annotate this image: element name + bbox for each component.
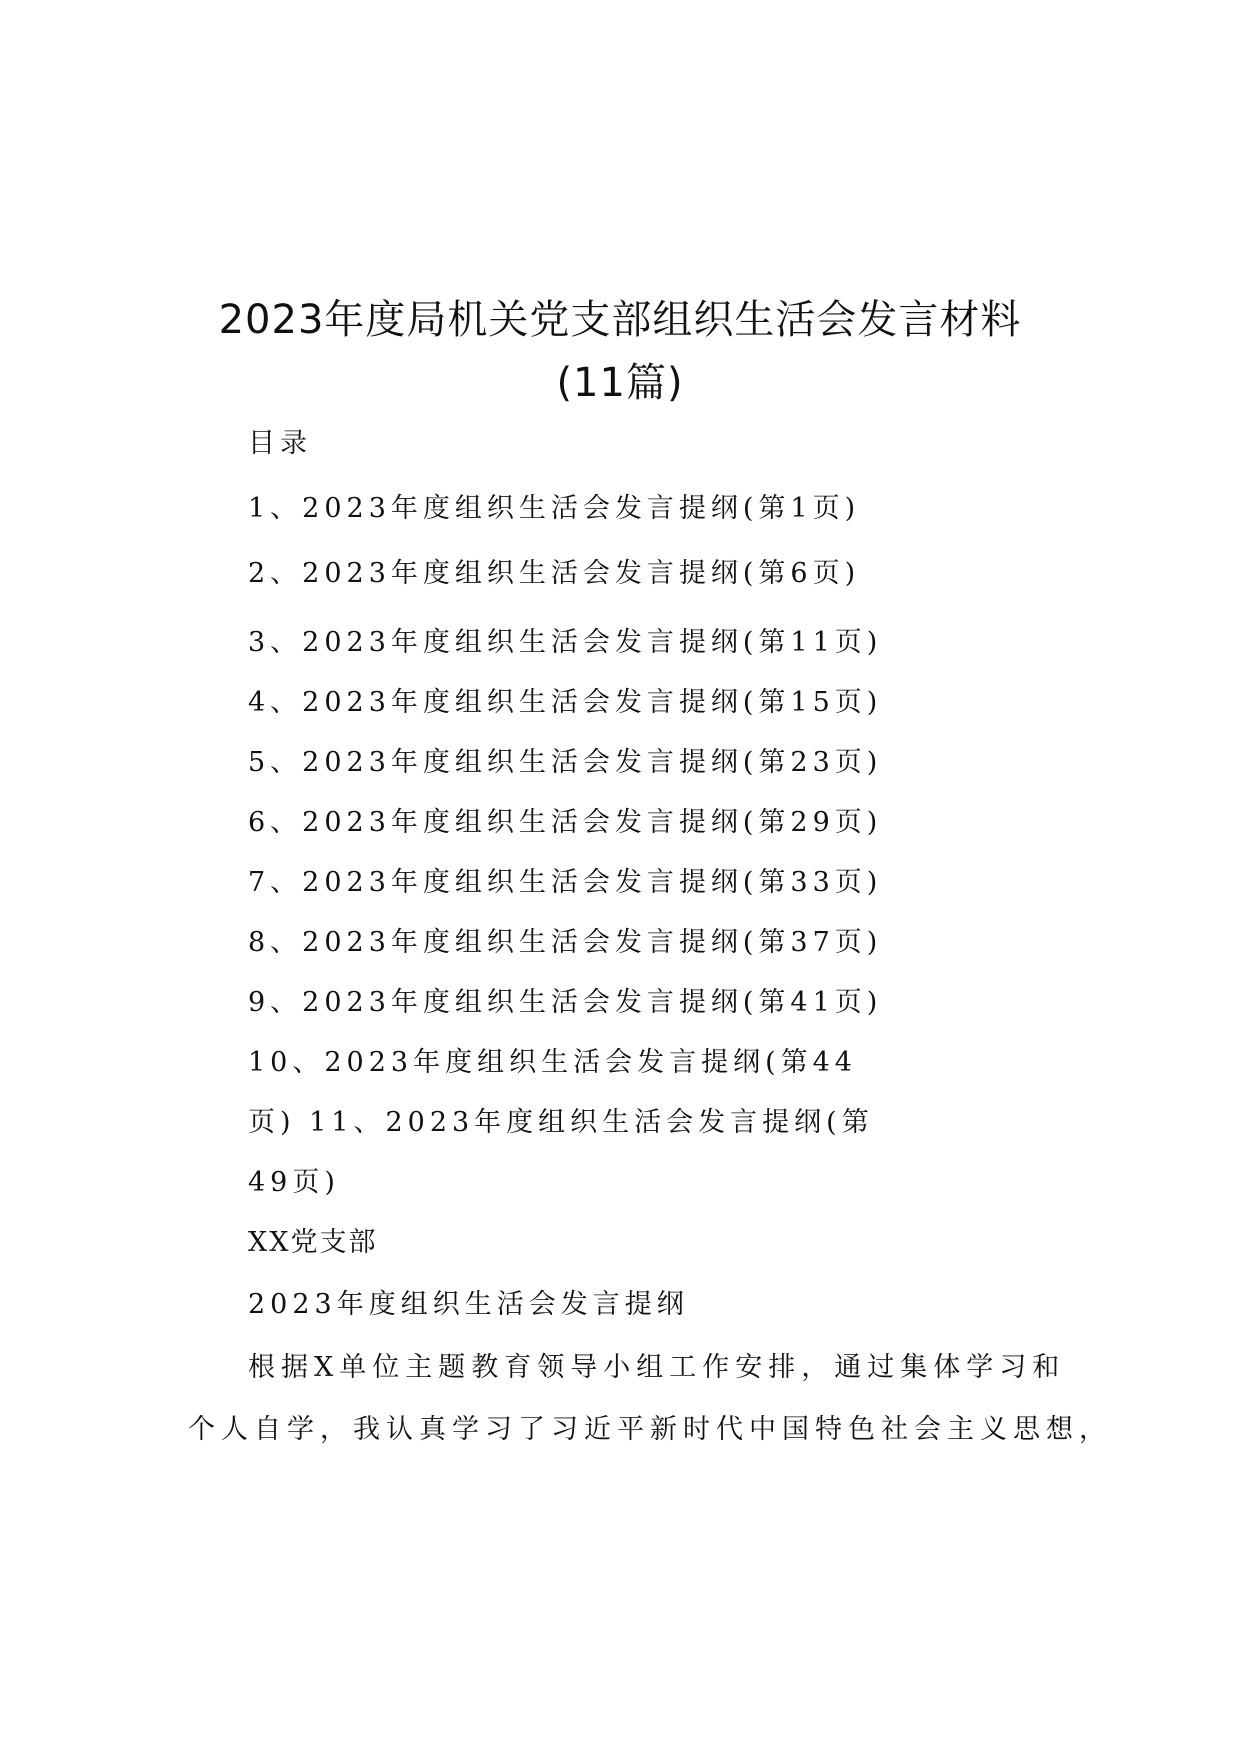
document-title-line2: (11篇)	[556, 360, 684, 406]
toc-item: 9、2023年度组织生活会发言提纲(第41页)	[248, 987, 883, 1018]
toc-item: 页) 11、2023年度组织生活会发言提纲(第	[248, 1107, 874, 1138]
toc-item: 7、2023年度组织生活会发言提纲(第33页)	[248, 867, 883, 898]
toc-item: 6、2023年度组织生活会发言提纲(第29页)	[248, 807, 883, 838]
toc-heading: 目录	[248, 428, 312, 459]
toc-item: 3、2023年度组织生活会发言提纲(第11页)	[248, 627, 883, 658]
document-title-line1: 2023年度局机关党支部组织生活会发言材料	[218, 297, 1022, 343]
toc-item: 1、2023年度组织生活会发言提纲(第1页)	[248, 493, 861, 524]
org-name: XX党支部	[248, 1227, 378, 1258]
toc-item: 5、2023年度组织生活会发言提纲(第23页)	[248, 747, 883, 778]
toc-item: 49页)	[248, 1167, 340, 1198]
section-title: 2023年度组织生活会发言提纲	[248, 1289, 689, 1320]
toc-item: 2、2023年度组织生活会发言提纲(第6页)	[248, 558, 861, 589]
toc-item: 10、2023年度组织生活会发言提纲(第44	[248, 1047, 857, 1078]
toc-item: 4、2023年度组织生活会发言提纲(第15页)	[248, 687, 883, 718]
paragraph-line: 根据X单位主题教育领导小组工作安排，通过集体学习和	[248, 1352, 1066, 1383]
toc-item: 8、2023年度组织生活会发言提纲(第37页)	[248, 927, 883, 958]
paragraph-line: 个人自学，我认真学习了习近平新时代中国特色社会主义思想，	[188, 1414, 1112, 1445]
